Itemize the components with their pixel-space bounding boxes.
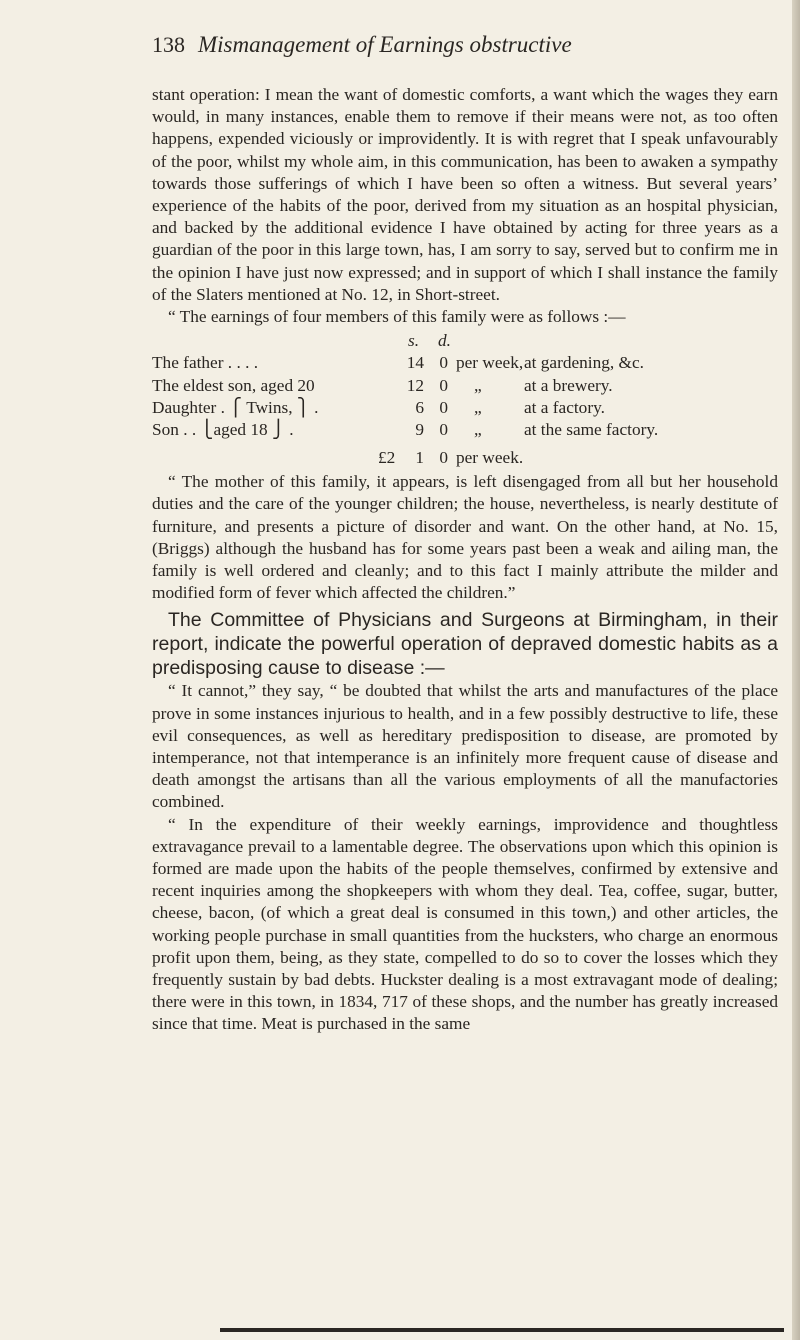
earnings-row <box>152 352 778 374</box>
pence-value: 0 <box>439 353 448 373</box>
rate-text: per week, <box>456 353 524 373</box>
earnings-row <box>152 375 778 397</box>
work-text: at a factory. <box>524 397 605 417</box>
earnings-row <box>152 397 778 419</box>
unit-pence: d. <box>438 331 451 351</box>
paragraph-5: “ It cannot,” they say, “ be doubted that whilst the arts and manufactures of the place prove in some instances injurious to health, and in a few possibly destructive to life, these evil consequences, as well as hereditary predisposition to disease, are promoted by intemperance, not that intemperance is an infinitely more frequent cause of disease and death amongst the artisans than all the various employments of all the manufactories combined. <box>152 681 778 812</box>
bottom-rule <box>220 1328 784 1332</box>
work-text: at a brewery. <box>524 375 613 395</box>
shillings-value: 12 <box>406 375 424 395</box>
page-number: 138 <box>152 32 185 57</box>
shillings-value: 9 <box>415 419 424 439</box>
pence-value: 0 <box>439 375 448 395</box>
shillings-value: 6 <box>415 397 424 417</box>
page-edge <box>792 0 800 1340</box>
work-text: at gardening, &c. <box>524 353 644 373</box>
earnings-table <box>152 330 778 471</box>
paragraph-4: The Committee of Physicians and Surgeons at Birmingham, in their report, indicate the powerful operation of depraved domestic habits as a predisposing cause to disease :— <box>152 609 778 680</box>
page-header <box>152 26 772 66</box>
pence-value: 0 <box>439 397 448 417</box>
paragraph-6: “ In the expenditure of their weekly earnings, improvidence and thoughtless extravagance prevail to a lamentable degree. The observations upon which this opinion is formed are made upon the habits of the people themselves, confirmed by extensive and recent inquiries among the shopkeepers with whom they deal. Tea, coffee, sugar, butter, cheese, bacon, (of which a great deal is consumed in this town,) and other articles, the working people purchase in small quantities from the hucksters, who charge an enormous profit upon them, being, as they state, compelled to do so to cover the losses which they frequently sustain by bad debts. Huckster dealing is a most extravagant mode of dealing; there were in this town, in 1834, 717 of these shops, and the number has greatly increased since that time. Meat is purchased in the same <box>152 814 778 1034</box>
work-text: at the same factory. <box>524 419 659 439</box>
total-pence: 0 <box>439 448 448 468</box>
rate-text: „ <box>474 419 482 439</box>
pence-value: 0 <box>439 419 448 439</box>
total-rate: per week. <box>456 448 524 468</box>
shillings-value: 14 <box>406 353 424 373</box>
paragraph-1: stant operation: I mean the want of domestic comforts, a want which the wages they earn would, in many instances, enable them to remove if their means were not, as too often happens, expended viciously or improvidently. It is with regret that I speak unfavourably of the poor, whilst my whole aim, in this communication, has been to awaken a sympathy towards those sufferings of which I have been so often a witness. But several years’ experience of the habits of the poor, derived from my situation as an hospital physician, and backed by the additional evidence I have obtained by acting for three years as a guardian of the poor in this large town, has, I am sorry to say, served but to confirm me in the opinion I have just now expressed; and in support of which I shall instance the family of the Slaters mentioned at No. 12, in Short-street. <box>152 85 778 304</box>
member-name: The eldest son, aged 20 <box>152 375 315 395</box>
rate-text: „ <box>474 375 482 395</box>
total-pounds: £2 <box>378 448 396 468</box>
page-body <box>152 84 778 1036</box>
member-name: Daughter . ⎧ Twins, ⎫ . <box>152 397 319 417</box>
earnings-row <box>152 419 778 441</box>
paragraph-2: “ The earnings of four members of this family were as follows :— <box>168 307 626 327</box>
member-name: Son . . ⎩aged 18 ⎭ . <box>152 419 294 439</box>
paragraph-3: “ The mother of this family, it appears, is left disengaged from all but her household duties and the care of the younger children; the house, nevertheless, is nearly destitute of furniture, and presents a picture of disorder and want. On the other hand, at No. 15, (Briggs) although the husband has for some years past been a weak and ailing man, the family is well ordered and cleanly; and to this fact I mainly attribute the milder and modified form of fever which affected the children.” <box>152 472 778 603</box>
total-shillings: 1 <box>415 448 424 468</box>
rate-text: „ <box>474 397 482 417</box>
unit-shillings: s. <box>408 331 420 351</box>
member-name: The father . . . . <box>152 353 259 373</box>
earnings-total-row <box>152 441 778 471</box>
running-head: Mismanagement of Earnings obstructive <box>198 32 572 57</box>
earnings-units-row <box>152 330 778 352</box>
